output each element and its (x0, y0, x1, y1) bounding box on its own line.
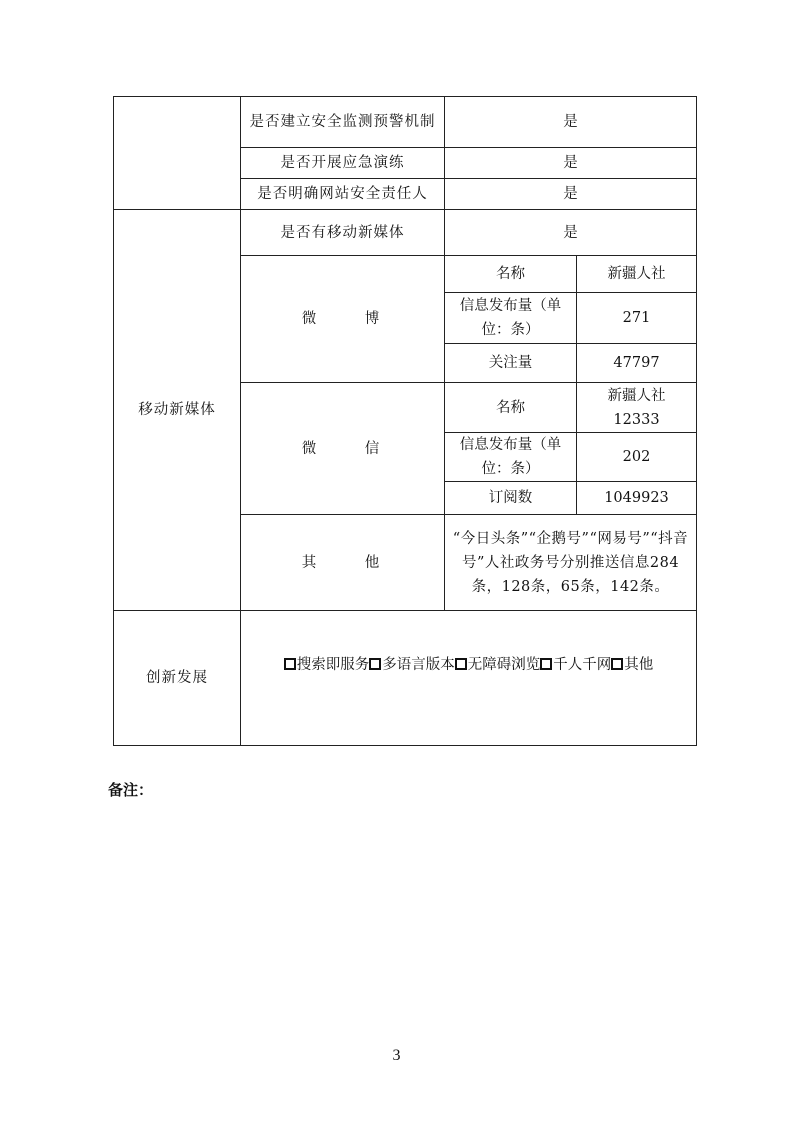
weibo-followers-label: 关注量 (445, 344, 577, 383)
option-other[interactable]: 其他 (611, 657, 653, 673)
wechat-name-value: 新疆人社12333 (577, 383, 697, 433)
responsible-value: 是 (445, 179, 697, 210)
responsible-label: 是否明确网站安全责任人 (241, 179, 445, 210)
wechat-name-label: 名称 (445, 383, 577, 433)
option-multilingual[interactable]: 多语言版本 (369, 657, 455, 673)
wechat-subscribers-label: 订阅数 (445, 482, 577, 515)
weibo-posts-value: 271 (577, 293, 697, 344)
has-media-value: 是 (445, 210, 697, 256)
table-row (114, 611, 697, 746)
wechat-label: 微 信 (241, 383, 445, 515)
weibo-followers-value: 47797 (577, 344, 697, 383)
option-search-service[interactable]: 搜索即服务 (284, 657, 370, 673)
weibo-name-label: 名称 (445, 256, 577, 293)
table-row (114, 97, 697, 148)
checkbox-icon[interactable] (611, 658, 623, 670)
mobile-media-section-label: 移动新媒体 (114, 210, 241, 611)
innovation-options (241, 611, 697, 746)
monitoring-value: 是 (445, 97, 697, 148)
monitoring-label: 是否建立安全监测预警机制 (241, 97, 445, 148)
checkbox-icon[interactable] (540, 658, 552, 670)
has-media-label: 是否有移动新媒体 (241, 210, 445, 256)
wechat-posts-label: 信息发布量（单位：条） (445, 433, 577, 482)
wechat-posts-value: 202 (577, 433, 697, 482)
website-report-table (113, 96, 697, 746)
other-label: 其 他 (241, 515, 445, 611)
remark-label: 备注： (108, 781, 154, 799)
checkbox-icon[interactable] (284, 658, 296, 670)
page-number: 3 (392, 1047, 401, 1064)
drill-label: 是否开展应急演练 (241, 148, 445, 179)
wechat-subscribers-value: 1049923 (577, 482, 697, 515)
innovation-label: 创新发展 (114, 611, 241, 746)
weibo-name-value: 新疆人社 (577, 256, 697, 293)
innovation-option-list (284, 657, 654, 673)
section-cell-blank (114, 97, 241, 210)
table-row (114, 210, 697, 256)
option-personalized[interactable]: 千人千网 (540, 657, 611, 673)
weibo-label: 微 博 (241, 256, 445, 383)
drill-value: 是 (445, 148, 697, 179)
checkbox-icon[interactable] (369, 658, 381, 670)
other-text: “今日头条”“企鹅号”“网易号”“抖音号”人社政务号分别推送信息284条，128条，65条，142条。 (445, 515, 697, 611)
option-accessibility[interactable]: 无障碍浏览 (455, 657, 541, 673)
checkbox-icon[interactable] (455, 658, 467, 670)
weibo-posts-label: 信息发布量（单位：条） (445, 293, 577, 344)
